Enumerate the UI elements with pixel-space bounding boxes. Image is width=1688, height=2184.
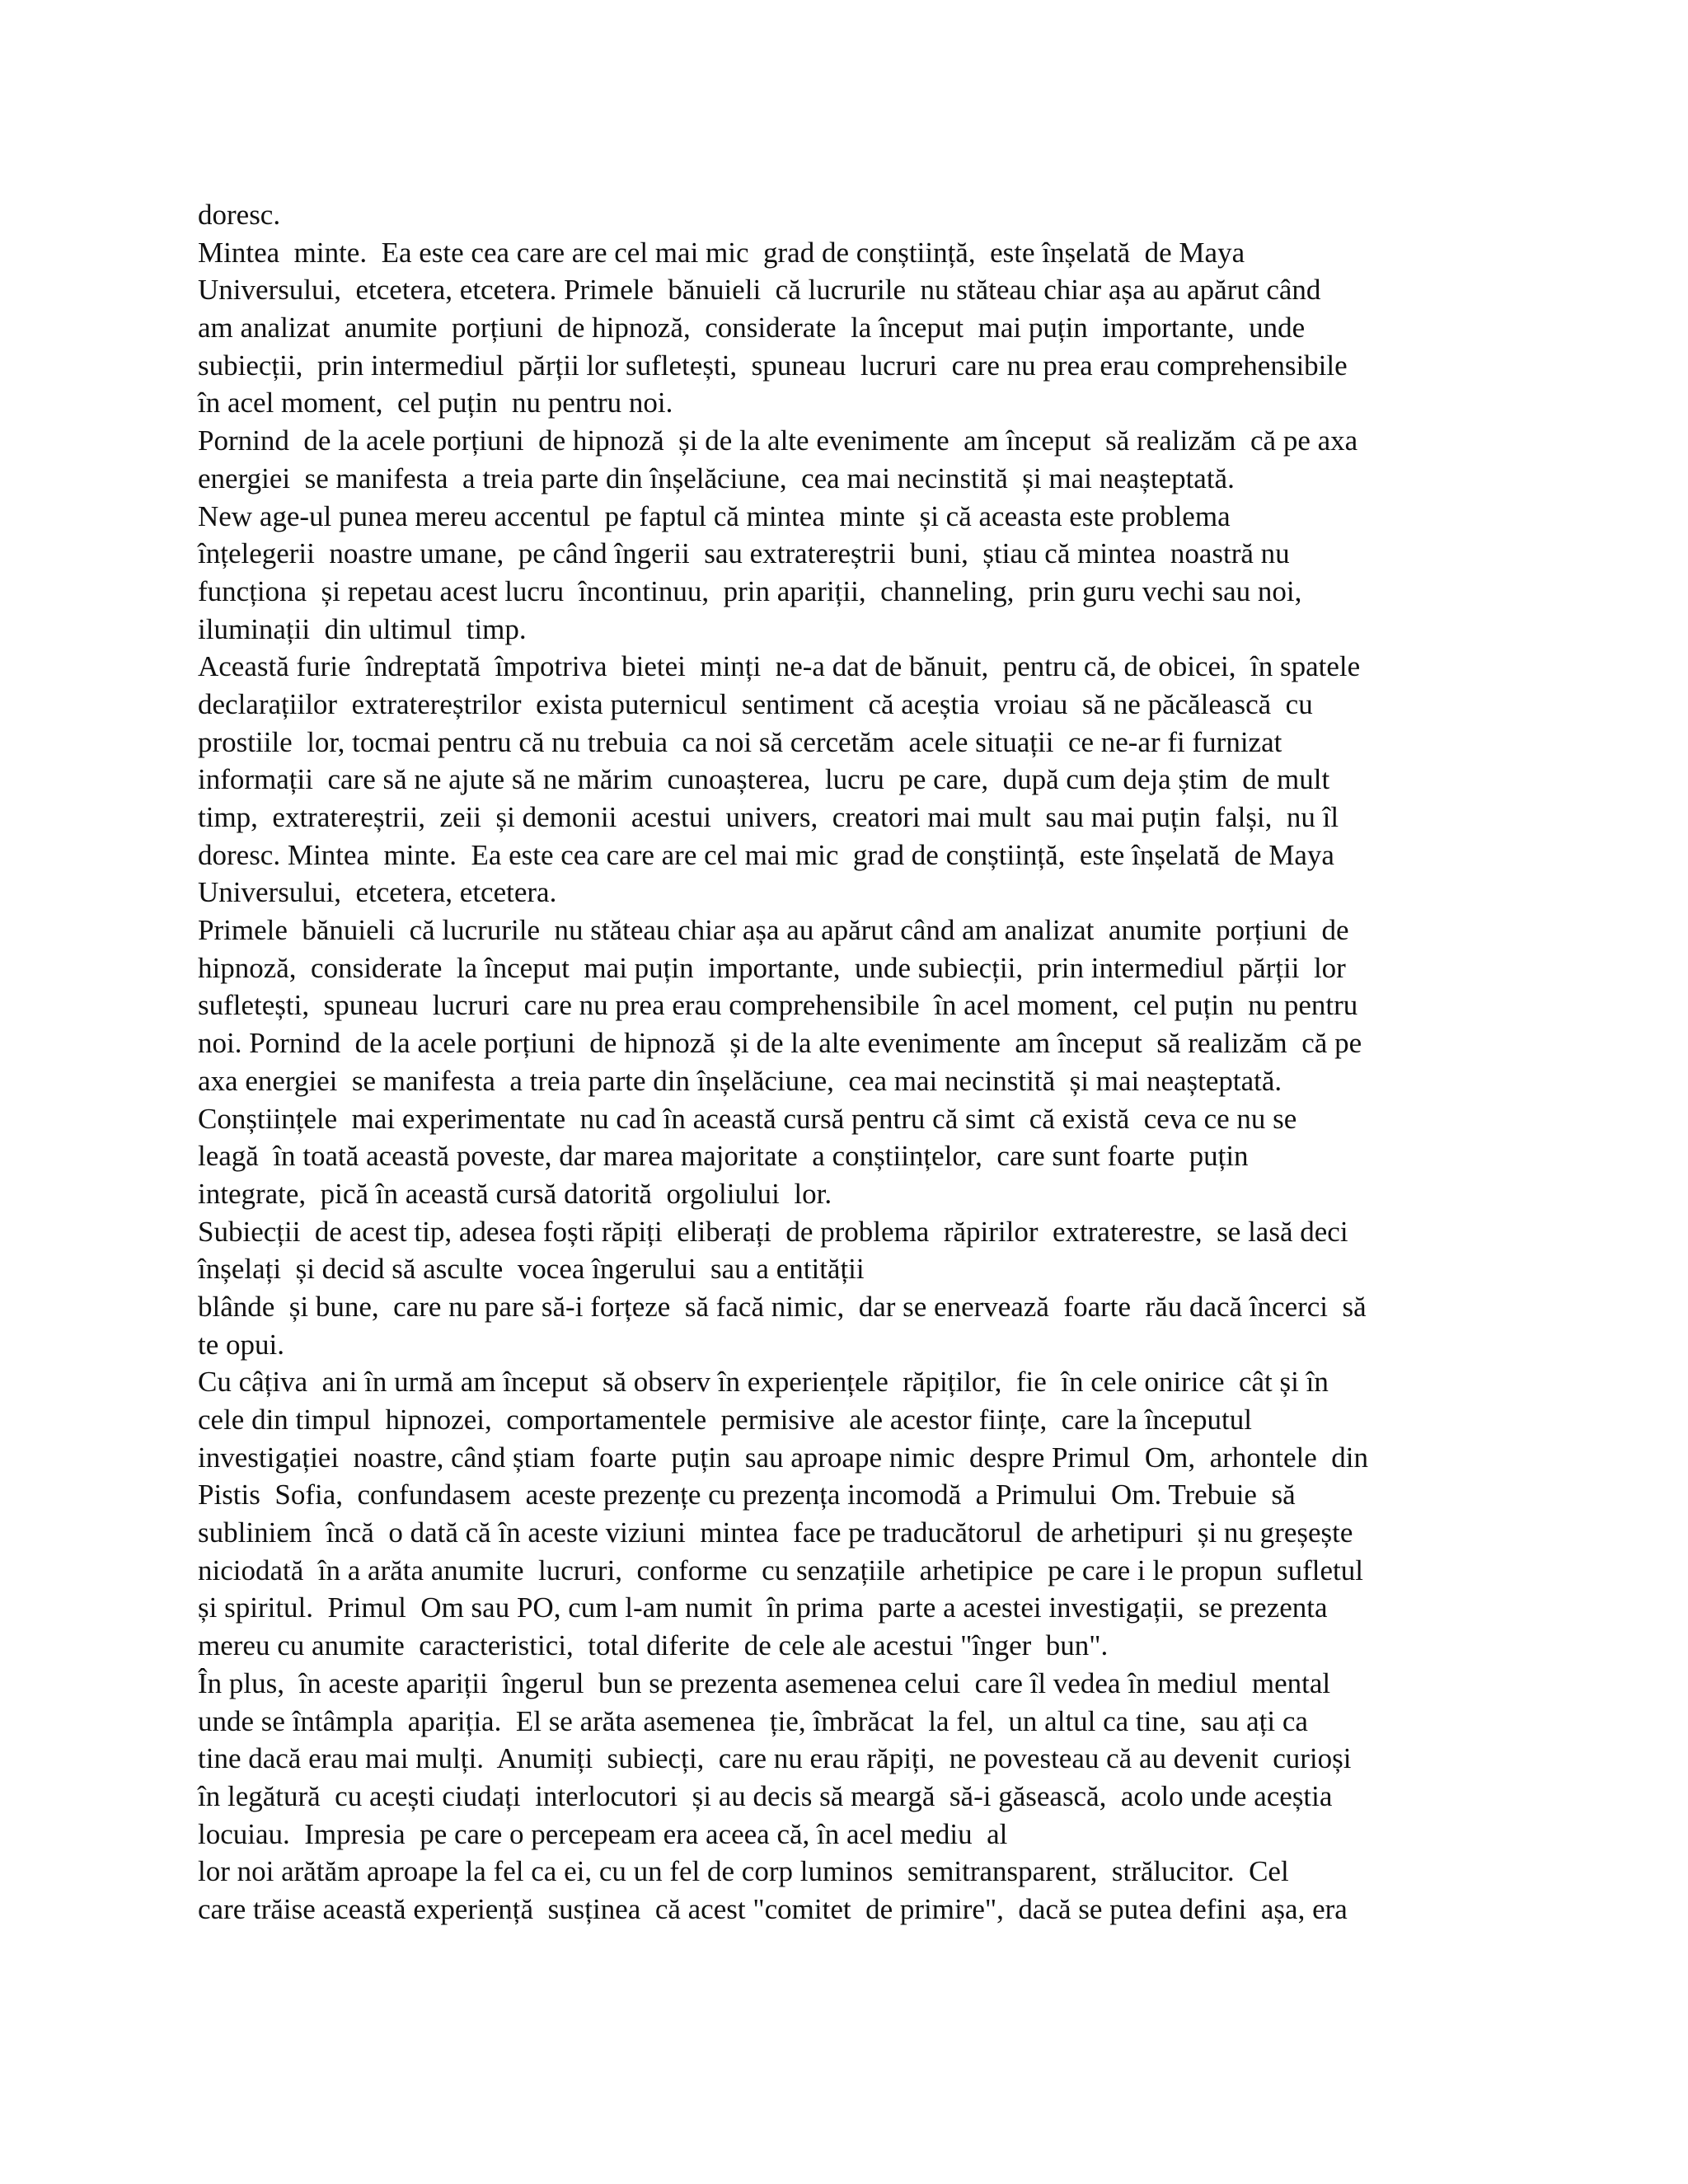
text-line: unde se întâmpla apariția. El se arăta asemenea ție, îmbrăcat la fel, un altul ca tine, sau ați ca [198, 1704, 1308, 1737]
text-line: axa energiei se manifesta a treia parte din înșelăciune, cea mai necinstită și mai neașteptată. [198, 1064, 1282, 1097]
text-line: înțelegerii noastre umane, pe când îngerii sau extratereștrii buni, știau că mintea noastră nu [198, 537, 1290, 570]
text-line: mereu cu anumite caracteristici, total diferite de cele ale acestui "înger bun". [198, 1629, 1109, 1662]
text-line: în acel moment, cel puțin nu pentru noi. [198, 387, 673, 419]
text-line: niciodată în a arăta anumite lucruri, conforme cu senzațiile arhetipice pe care i le propun sufletul [198, 1554, 1363, 1586]
text-line: Universului, etcetera, etcetera. [198, 876, 557, 909]
text-line: energiei se manifesta a treia parte din înșelăciune, cea mai necinstită și mai neașteptată. [198, 462, 1235, 494]
text-line: înșelați și decid să asculte vocea îngerului sau a entității [198, 1253, 865, 1286]
text-line: noi. Pornind de la acele porțiuni de hipnoză și de la alte evenimente am început să realizăm că pe [198, 1027, 1362, 1060]
text-line: Universului, etcetera, etcetera. Primele bănuieli că lucrurile nu stăteau chiar așa au apărut când [198, 274, 1321, 307]
document-body-text [198, 196, 1500, 1929]
text-line: prostiile lor, tocmai pentru că nu trebuia ca noi să cercetăm acele situații ce ne-ar fi furnizat [198, 725, 1282, 758]
text-line: te opui. [198, 1328, 284, 1361]
text-line: Pistis Sofia, confundasem aceste prezențe cu prezența incomodă a Primului Om. Trebuie să [198, 1479, 1296, 1511]
text-line: doresc. [198, 199, 281, 231]
text-line: funcționa și repetau acest lucru încontinuu, prin apariții, channeling, prin guru vechi sau noi, [198, 574, 1302, 607]
text-line: Această furie îndreptată împotriva bietei minți ne-a dat de bănuit, pentru că, de obicei, în spatele [198, 650, 1361, 683]
text-line: blânde și bune, care nu pare să-i forțeze să facă nimic, dar se enervează foarte rău dacă încerci să [198, 1290, 1367, 1323]
text-line: Cu câțiva ani în urmă am început să observ în experiențele răpiților, fie în cele onirice cât și în [198, 1366, 1329, 1399]
text-line: tine dacă erau mai mulți. Anumiți subiecți, care nu erau răpiți, ne povesteau că au devenit curioși [198, 1742, 1352, 1775]
text-line: Pornind de la acele porțiuni de hipnoză și de la alte evenimente am început să realizăm că pe axa [198, 424, 1358, 457]
text-line: Subiecții de acest tip, adesea foști răpiți eliberați de problema răpirilor extraterestre, se lasă deci [198, 1215, 1348, 1248]
text-line: lor noi arătăm aproape la fel ca ei, cu un fel de corp luminos semitransparent, strălucitor. Cel [198, 1855, 1289, 1888]
text-line: și spiritul. Primul Om sau PO, cum l-am numit în prima parte a acestei investigații, se prezenta [198, 1591, 1328, 1624]
text-line: care trăise această experiență susținea că acest "comitet de primire", dacă se putea defini așa, era [198, 1892, 1348, 1925]
text-line: doresc. Mintea minte. Ea este cea care are cel mai mic grad de conștiință, este înșelată de Maya [198, 838, 1334, 871]
text-line: leagă în toată această poveste, dar marea majoritate a conștiințelor, care sunt foarte puțin [198, 1140, 1249, 1173]
text-line: am analizat anumite porțiuni de hipnoză, considerate la început mai puțin importante, unde [198, 312, 1306, 344]
text-line: În plus, în aceste apariții îngerul bun se prezenta asemenea celui care îl vedea în mediul mental [198, 1666, 1331, 1699]
text-line: integrate, pică în această cursă datorită orgoliului lor. [198, 1177, 832, 1210]
text-line: timp, extratereștrii, zeii și demonii acestui univers, creatori mai mult sau mai puțin falși, nu îl [198, 801, 1339, 833]
text-line: Mintea minte. Ea este cea care are cel mai mic grad de conștiință, este înșelată de Maya [198, 236, 1245, 269]
text-line: hipnoză, considerate la început mai puțin importante, unde subiecții, prin intermediul părții lor [198, 951, 1346, 984]
text-line: New age-ul punea mereu accentul pe faptul că mintea minte și că aceasta este problema [198, 499, 1231, 532]
text-line: locuiau. Impresia pe care o percepeam era aceea că, în acel mediu al [198, 1817, 1008, 1850]
text-line: cele din timpul hipnozei, comportamentele permisive ale acestor ființe, care la începutul [198, 1404, 1252, 1436]
text-line: subliniem încă o dată că în aceste viziuni mintea face pe traducătorul de arhetipuri și nu greșește [198, 1516, 1353, 1549]
text-line: Conștiințele mai experimentate nu cad în această cursă pentru că simt că există ceva ce nu se [198, 1102, 1297, 1135]
text-line: informații care să ne ajute să ne mărim cunoașterea, lucru pe care, după cum deja știm de mult [198, 763, 1330, 796]
text-line: Primele bănuieli că lucrurile nu stăteau chiar așa au apărut când am analizat anumite porțiuni de [198, 914, 1349, 947]
text-line: subiecții, prin intermediul părții lor sufletești, spuneau lucruri care nu prea erau comprehensibile [198, 349, 1348, 382]
text-line: investigației noastre, când știam foarte puțin sau aproape nimic despre Primul Om, arhontele din [198, 1441, 1369, 1474]
text-line: în legătură cu acești ciudați interlocutori și au decis să meargă să-i găsească, acolo unde aceștia [198, 1779, 1333, 1812]
text-line: iluminații din ultimul timp. [198, 612, 527, 645]
text-line: declarațiilor extratereștrilor exista puternicul sentiment că aceștia vroiau să ne păcălească cu [198, 687, 1313, 720]
text-line: sufletești, spuneau lucruri care nu prea erau comprehensibile în acel moment, cel puțin nu pentru [198, 989, 1358, 1022]
